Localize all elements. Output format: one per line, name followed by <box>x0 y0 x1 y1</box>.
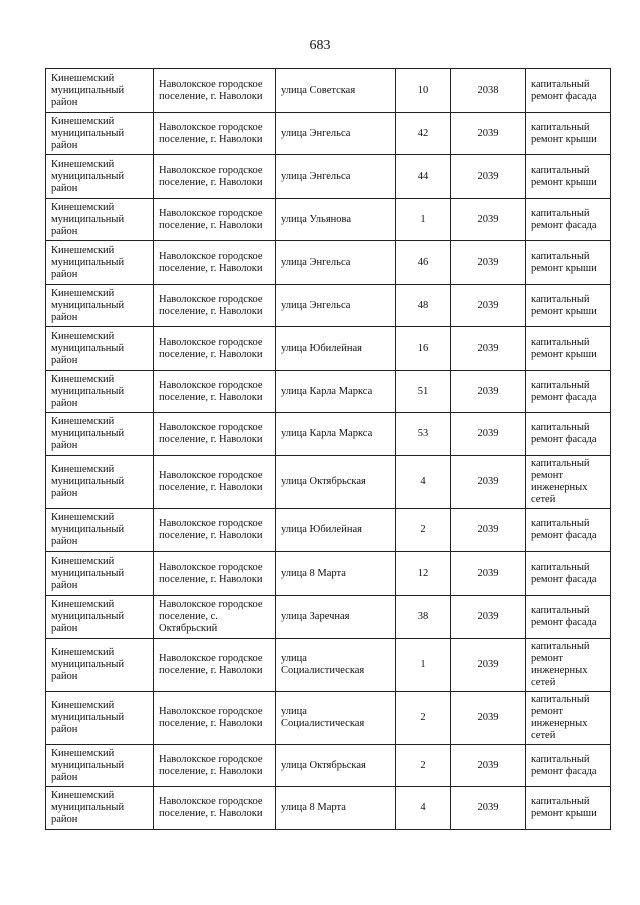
year-cell: 2039 <box>451 327 526 371</box>
district-cell: Кинешемский муниципальный район <box>46 199 154 241</box>
settlement-cell: Наволокское городское поселение, г. Наволоки <box>154 69 276 113</box>
district-cell: Кинешемский муниципальный район <box>46 241 154 285</box>
street-cell: улица 8 Марта <box>276 552 396 596</box>
house-number-cell: 48 <box>396 285 451 327</box>
street-cell: улица Советская <box>276 69 396 113</box>
settlement-cell: Наволокское городское поселение, г. Наволоки <box>154 371 276 413</box>
table-row <box>46 371 611 413</box>
district-cell: Кинешемский муниципальный район <box>46 113 154 155</box>
table-row <box>46 285 611 327</box>
settlement-cell: Наволокское городское поселение, г. Наволоки <box>154 552 276 596</box>
street-cell: улица Юбилейная <box>276 327 396 371</box>
house-number-cell: 4 <box>396 456 451 509</box>
work-type-cell: капитальный ремонт крыши <box>526 787 611 830</box>
year-cell: 2039 <box>451 456 526 509</box>
table-row <box>46 596 611 639</box>
district-cell: Кинешемский муниципальный район <box>46 692 154 745</box>
work-type-cell: капитальный ремонт фасада <box>526 596 611 639</box>
settlement-cell: Наволокское городское поселение, г. Наволоки <box>154 113 276 155</box>
year-cell: 2039 <box>451 596 526 639</box>
street-cell: улица Социалистическая <box>276 692 396 745</box>
house-number-cell: 2 <box>396 509 451 552</box>
table-body <box>46 69 611 830</box>
house-number-cell: 12 <box>396 552 451 596</box>
work-type-cell: капитальный ремонт фасада <box>526 745 611 787</box>
street-cell: улица Ульянова <box>276 199 396 241</box>
work-type-cell: капитальный ремонт фасада <box>526 413 611 456</box>
year-cell: 2039 <box>451 155 526 199</box>
house-number-cell: 2 <box>396 745 451 787</box>
table-row <box>46 692 611 745</box>
work-type-cell: капитальный ремонт крыши <box>526 241 611 285</box>
settlement-cell: Наволокское городское поселение, г. Наволоки <box>154 456 276 509</box>
district-cell: Кинешемский муниципальный район <box>46 552 154 596</box>
work-type-cell: капитальный ремонт фасада <box>526 509 611 552</box>
work-type-cell: капитальный ремонт фасада <box>526 199 611 241</box>
year-cell: 2039 <box>451 371 526 413</box>
repair-schedule-table <box>45 68 611 830</box>
table-row <box>46 456 611 509</box>
house-number-cell: 1 <box>396 199 451 241</box>
district-cell: Кинешемский муниципальный район <box>46 371 154 413</box>
work-type-cell: капитальный ремонт крыши <box>526 113 611 155</box>
work-type-cell: капитальный ремонт фасада <box>526 69 611 113</box>
year-cell: 2039 <box>451 787 526 830</box>
table-row <box>46 745 611 787</box>
year-cell: 2039 <box>451 113 526 155</box>
street-cell: улица Энгельса <box>276 241 396 285</box>
house-number-cell: 46 <box>396 241 451 285</box>
district-cell: Кинешемский муниципальный район <box>46 413 154 456</box>
settlement-cell: Наволокское городское поселение, г. Наволоки <box>154 639 276 692</box>
table-row <box>46 787 611 830</box>
house-number-cell: 16 <box>396 327 451 371</box>
table-row <box>46 155 611 199</box>
table-row <box>46 327 611 371</box>
work-type-cell: капитальный ремонт фасада <box>526 371 611 413</box>
house-number-cell: 2 <box>396 692 451 745</box>
street-cell: улица Октябрьская <box>276 745 396 787</box>
house-number-cell: 42 <box>396 113 451 155</box>
work-type-cell: капитальный ремонт инженерных сетей <box>526 692 611 745</box>
table-row <box>46 639 611 692</box>
table-row <box>46 113 611 155</box>
district-cell: Кинешемский муниципальный район <box>46 787 154 830</box>
street-cell: улица Заречная <box>276 596 396 639</box>
work-type-cell: капитальный ремонт фасада <box>526 552 611 596</box>
year-cell: 2039 <box>451 413 526 456</box>
settlement-cell: Наволокское городское поселение, г. Наволоки <box>154 787 276 830</box>
work-type-cell: капитальный ремонт инженерных сетей <box>526 639 611 692</box>
year-cell: 2039 <box>451 285 526 327</box>
settlement-cell: Наволокское городское поселение, г. Наволоки <box>154 745 276 787</box>
district-cell: Кинешемский муниципальный район <box>46 456 154 509</box>
house-number-cell: 53 <box>396 413 451 456</box>
street-cell: улица Карла Маркса <box>276 371 396 413</box>
year-cell: 2038 <box>451 69 526 113</box>
settlement-cell: Наволокское городское поселение, г. Наволоки <box>154 692 276 745</box>
street-cell: улица 8 Марта <box>276 787 396 830</box>
year-cell: 2039 <box>451 552 526 596</box>
district-cell: Кинешемский муниципальный район <box>46 69 154 113</box>
year-cell: 2039 <box>451 241 526 285</box>
district-cell: Кинешемский муниципальный район <box>46 745 154 787</box>
district-cell: Кинешемский муниципальный район <box>46 639 154 692</box>
street-cell: улица Октябрьская <box>276 456 396 509</box>
settlement-cell: Наволокское городское поселение, г. Наволоки <box>154 509 276 552</box>
street-cell: улица Энгельса <box>276 285 396 327</box>
table-row <box>46 199 611 241</box>
house-number-cell: 38 <box>396 596 451 639</box>
table-row <box>46 509 611 552</box>
year-cell: 2039 <box>451 639 526 692</box>
year-cell: 2039 <box>451 745 526 787</box>
settlement-cell: Наволокское городское поселение, г. Наволоки <box>154 413 276 456</box>
house-number-cell: 4 <box>396 787 451 830</box>
street-cell: улица Социалистическая <box>276 639 396 692</box>
district-cell: Кинешемский муниципальный район <box>46 327 154 371</box>
house-number-cell: 10 <box>396 69 451 113</box>
year-cell: 2039 <box>451 692 526 745</box>
district-cell: Кинешемский муниципальный район <box>46 155 154 199</box>
district-cell: Кинешемский муниципальный район <box>46 596 154 639</box>
house-number-cell: 1 <box>396 639 451 692</box>
street-cell: улица Энгельса <box>276 113 396 155</box>
settlement-cell: Наволокское городское поселение, г. Наволоки <box>154 285 276 327</box>
work-type-cell: капитальный ремонт инженерных сетей <box>526 456 611 509</box>
page-number: 683 <box>309 38 331 53</box>
district-cell: Кинешемский муниципальный район <box>46 509 154 552</box>
year-cell: 2039 <box>451 509 526 552</box>
settlement-cell: Наволокское городское поселение, г. Наволоки <box>154 241 276 285</box>
table-row <box>46 552 611 596</box>
settlement-cell: Наволокское городское поселение, г. Наволоки <box>154 327 276 371</box>
settlement-cell: Наволокское городское поселение, с. Октябрьский <box>154 596 276 639</box>
street-cell: улица Энгельса <box>276 155 396 199</box>
work-type-cell: капитальный ремонт крыши <box>526 285 611 327</box>
settlement-cell: Наволокское городское поселение, г. Наволоки <box>154 199 276 241</box>
house-number-cell: 44 <box>396 155 451 199</box>
work-type-cell: капитальный ремонт крыши <box>526 327 611 371</box>
table-row <box>46 241 611 285</box>
table-row <box>46 413 611 456</box>
settlement-cell: Наволокское городское поселение, г. Наволоки <box>154 155 276 199</box>
house-number-cell: 51 <box>396 371 451 413</box>
table-row <box>46 69 611 113</box>
year-cell: 2039 <box>451 199 526 241</box>
street-cell: улица Юбилейная <box>276 509 396 552</box>
work-type-cell: капитальный ремонт крыши <box>526 155 611 199</box>
street-cell: улица Карла Маркса <box>276 413 396 456</box>
district-cell: Кинешемский муниципальный район <box>46 285 154 327</box>
